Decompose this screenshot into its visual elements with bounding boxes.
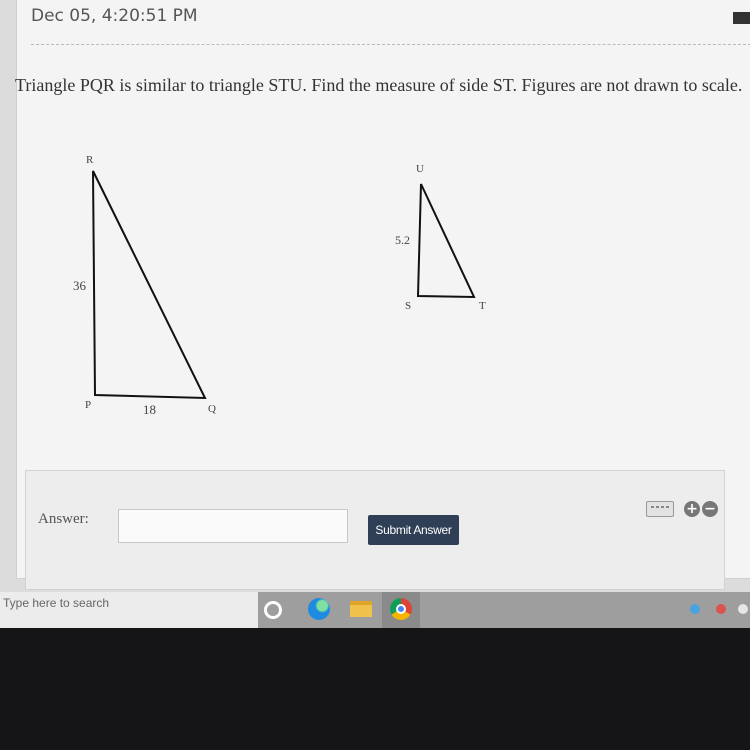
timestamp: Dec 05, 4:20:51 PM (31, 6, 198, 26)
triangle-stu (418, 184, 474, 297)
answer-panel (25, 470, 725, 590)
answer-label: Answer: (38, 511, 89, 527)
question-text: Triangle PQR is similar to triangle STU. Find the measure of side ST. Figures are not drawn to scale. (15, 75, 743, 95)
side-label-su: 5.2 (395, 233, 410, 247)
edge-icon[interactable] (308, 598, 330, 620)
tray-network-icon[interactable] (716, 604, 726, 614)
vertex-label-r: R (86, 154, 94, 166)
keyboard-icon[interactable] (646, 501, 674, 517)
vertex-label-s: S (405, 300, 412, 312)
triangle-pqr (93, 171, 205, 398)
vertex-label-u: U (416, 163, 424, 175)
taskbar-search-input[interactable]: Type here to search (0, 592, 258, 628)
vertex-label-q: Q (208, 403, 216, 415)
chrome-icon[interactable] (390, 598, 412, 620)
taskbar (0, 592, 750, 628)
cortana-icon[interactable] (264, 601, 282, 619)
side-label-pr: 36 (73, 278, 86, 293)
tray-sound-icon[interactable] (738, 604, 748, 614)
file-explorer-icon[interactable] (350, 601, 372, 617)
side-label-pq: 18 (143, 402, 156, 417)
vertex-label-t: T (479, 300, 486, 312)
submit-answer-button[interactable]: Submit Answer (368, 515, 459, 545)
zoom-in-icon[interactable]: + (684, 501, 700, 517)
tray-app-icon[interactable] (690, 604, 700, 614)
vertex-label-p: P (85, 399, 92, 411)
zoom-out-icon[interactable]: − (702, 501, 718, 517)
answer-input[interactable] (118, 509, 348, 543)
monitor-bezel (0, 628, 750, 750)
